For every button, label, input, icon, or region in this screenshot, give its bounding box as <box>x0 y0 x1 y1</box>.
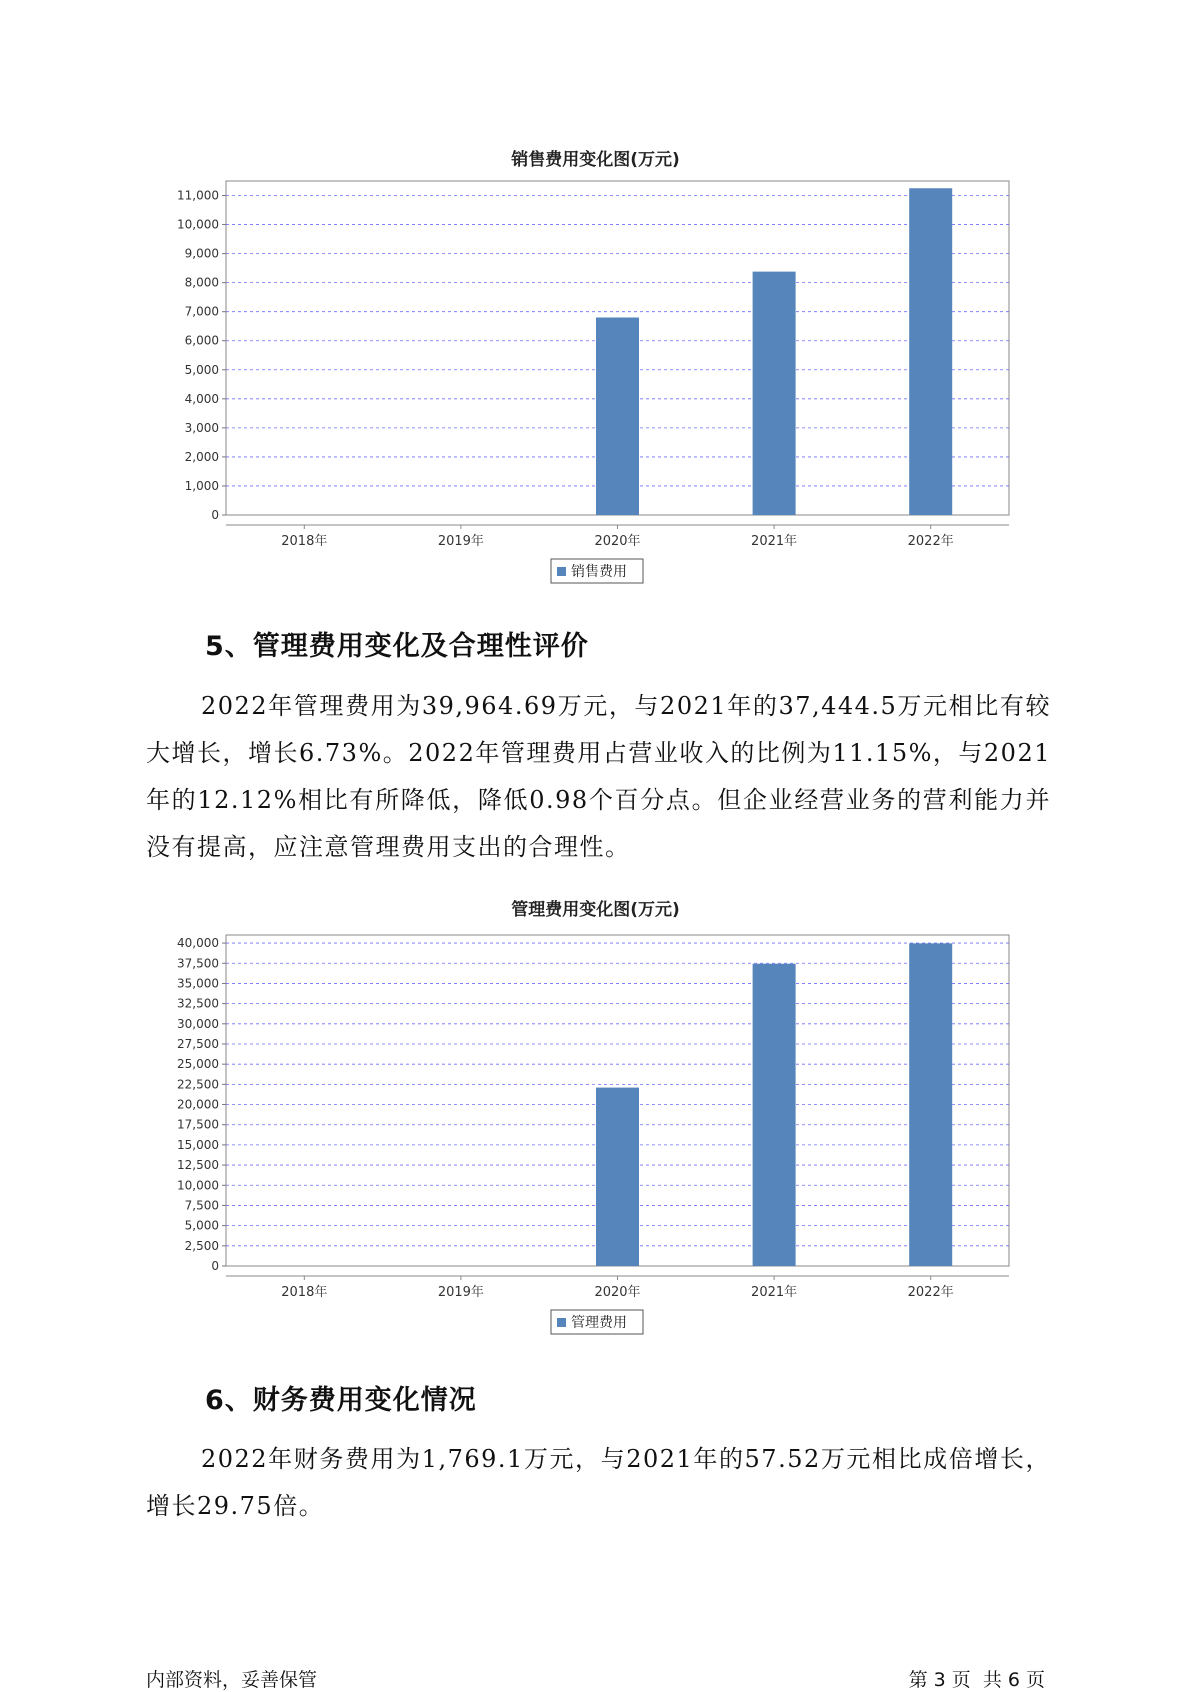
x-tick-label: 2021年 <box>751 1285 798 1300</box>
y-tick-label: 25,000 <box>177 1057 219 1072</box>
legend-label: 管理费用 <box>571 1315 627 1331</box>
x-tick-label: 2019年 <box>437 1285 484 1300</box>
y-tick-label: 15,000 <box>177 1137 219 1152</box>
x-tick-label: 2022年 <box>907 534 954 549</box>
y-tick-label: 40,000 <box>177 936 219 951</box>
footer-confidential: 内部资料，妥善保管 <box>146 1669 318 1691</box>
y-tick-label: 4,000 <box>184 391 219 406</box>
y-tick-label: 3,000 <box>184 420 219 435</box>
legend-label: 销售费用 <box>571 564 627 580</box>
y-tick-label: 5,000 <box>184 1218 219 1233</box>
y-tick-label: 12,500 <box>177 1158 219 1173</box>
legend-swatch <box>557 1318 566 1327</box>
y-tick-label: 37,500 <box>177 956 219 971</box>
y-tick-label: 20,000 <box>177 1097 219 1112</box>
x-tick-label: 2022年 <box>907 1285 954 1300</box>
y-tick-label: 30,000 <box>177 1016 219 1031</box>
paragraph-mgmt: 2022年管理费用为39,964.69万元，与2021年的37,444.5万元相比有较大增长，增长6.73%。2022年管理费用占营业收入的比例为11.15%，与2021年的12.12%相比有所降低，降低0.98个百分点。但企业经营业务的营利能力并没有提高，应注意管理费用支出的合理性。 <box>146 692 1051 861</box>
y-tick-label: 9,000 <box>184 246 219 261</box>
y-tick-label: 10,000 <box>177 1178 219 1193</box>
y-tick-label: 0 <box>211 508 219 522</box>
x-tick-label: 2019年 <box>437 534 484 549</box>
y-tick-label: 5,000 <box>184 362 219 377</box>
y-tick-label: 10,000 <box>177 217 219 232</box>
y-tick-label: 35,000 <box>177 976 219 991</box>
y-tick-label: 7,000 <box>184 304 219 319</box>
footer-page-number: 第 3 页 共 6 页 <box>908 1669 1045 1691</box>
x-tick-label: 2020年 <box>594 534 641 549</box>
chart-title: 销售费用变化图(万元) <box>511 150 680 170</box>
x-tick-label: 2018年 <box>281 534 328 549</box>
y-tick-label: 27,500 <box>177 1036 219 1051</box>
x-tick-label: 2018年 <box>281 1285 328 1300</box>
bar <box>753 964 796 1266</box>
section-heading-finance: 6、财务费用变化情况 <box>205 1385 477 1416</box>
paragraph-finance: 2022年财务费用为1,769.1万元，与2021年的57.52万元相比成倍增长，增长29.75倍。 <box>146 1445 1051 1520</box>
y-tick-label: 8,000 <box>184 275 219 290</box>
chart-title: 管理费用变化图(万元) <box>511 900 680 920</box>
y-tick-label: 22,500 <box>177 1077 219 1092</box>
y-tick-label: 2,000 <box>184 449 219 464</box>
y-tick-label: 1,000 <box>184 478 219 493</box>
y-tick-label: 11,000 <box>177 188 219 203</box>
y-tick-label: 17,500 <box>177 1117 219 1132</box>
y-tick-label: 0 <box>211 1259 219 1273</box>
y-tick-label: 32,500 <box>177 996 219 1011</box>
bar <box>596 1088 639 1266</box>
y-tick-label: 7,500 <box>184 1198 219 1213</box>
x-tick-label: 2020年 <box>594 1285 641 1300</box>
y-tick-label: 2,500 <box>184 1238 219 1253</box>
section-heading-mgmt: 5、管理费用变化及合理性评价 <box>205 631 589 662</box>
bar <box>909 943 952 1266</box>
x-tick-label: 2021年 <box>751 534 798 549</box>
y-tick-label: 6,000 <box>184 333 219 348</box>
